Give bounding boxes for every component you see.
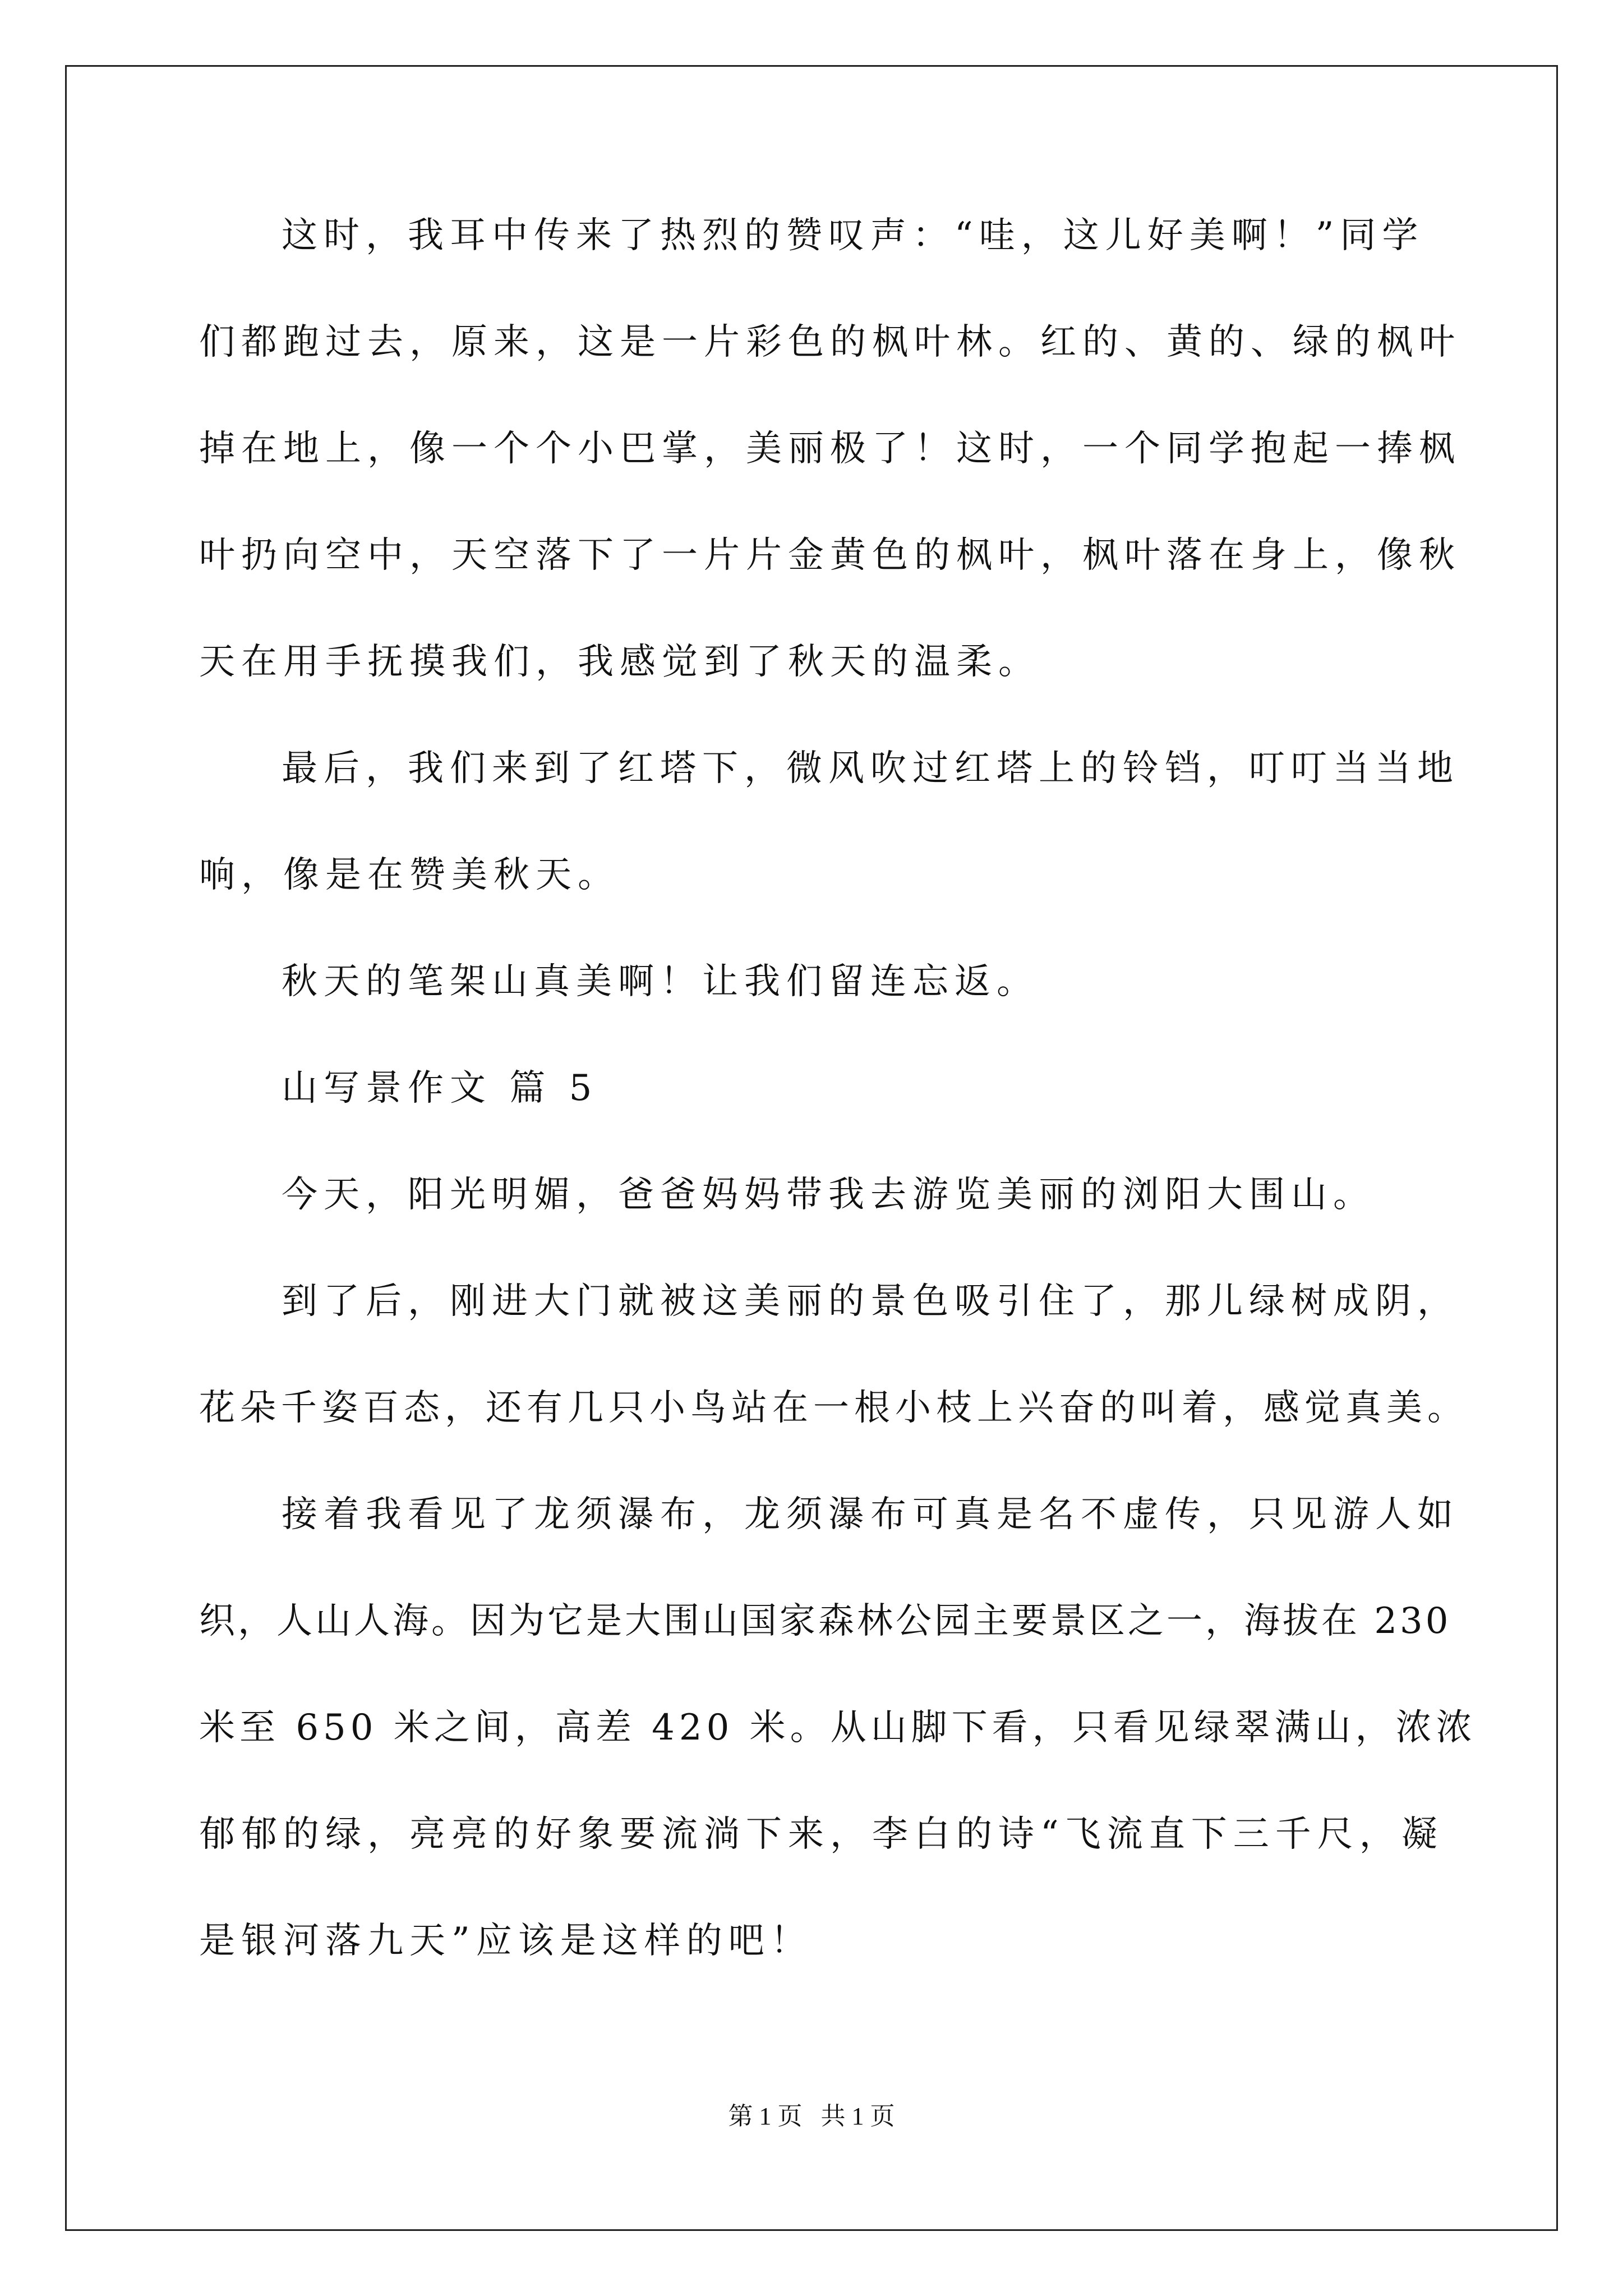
page-border <box>65 65 1558 2231</box>
text-line: 秋天的笔架山真美啊！让我们留连忘返。 <box>282 961 1039 1002</box>
text-line: 织，人山人海。因为它是大围山国家森林公园主要景区之一，海拔在 230 <box>199 1600 1451 1642</box>
text-line: 郁郁的绿，亮亮的好象要流淌下来，李白的诗“飞流直下三千尺，凝 <box>199 1814 1444 1855</box>
text-line: 掉在地上，像一个个小巴掌，美丽极了！这时，一个同学抱起一捧枫 <box>199 428 1461 470</box>
text-line: 是银河落九天”应该是这样的吧！ <box>199 1920 813 1962</box>
text-line: 花朵千姿百态，还有几只小鸟站在一根小枝上兴奋的叫着，感觉真美。 <box>199 1387 1468 1429</box>
text-line: 这时，我耳中传来了热烈的赞叹声：“哇，这儿好美啊！”同学 <box>282 215 1424 256</box>
text-line: 最后，我们来到了红塔下，微风吹过红塔上的铃铛，叮叮当当地 <box>282 748 1459 789</box>
text-line: 今天，阳光明媚，爸爸妈妈带我去游览美丽的浏阳大围山。 <box>282 1174 1375 1216</box>
page-footer: 第 1 页 共 1 页 <box>728 2102 895 2130</box>
text-line: 们都跑过去，原来，这是一片彩色的枫叶林。红的、黄的、绿的枫叶 <box>199 321 1461 363</box>
text-line: 叶扔向空中，天空落下了一片片金黄色的枫叶，枫叶落在身上，像秋 <box>199 535 1461 576</box>
text-line: 接着我看见了龙须瀑布，龙须瀑布可真是名不虚传，只见游人如 <box>282 1494 1459 1535</box>
text-line: 米至 650 米之间，高差 420 米。从山脚下看，只看见绿翠满山，浓浓 <box>199 1707 1477 1749</box>
section-heading: 山写景作文 篇 5 <box>282 1068 598 1109</box>
text-line: 到了后，刚进大门就被这美丽的景色吸引住了，那儿绿树成阴， <box>282 1281 1459 1322</box>
text-line: 天在用手抚摸我们，我感觉到了秋天的温柔。 <box>199 641 1040 683</box>
text-line: 响，像是在赞美秋天。 <box>199 854 620 896</box>
